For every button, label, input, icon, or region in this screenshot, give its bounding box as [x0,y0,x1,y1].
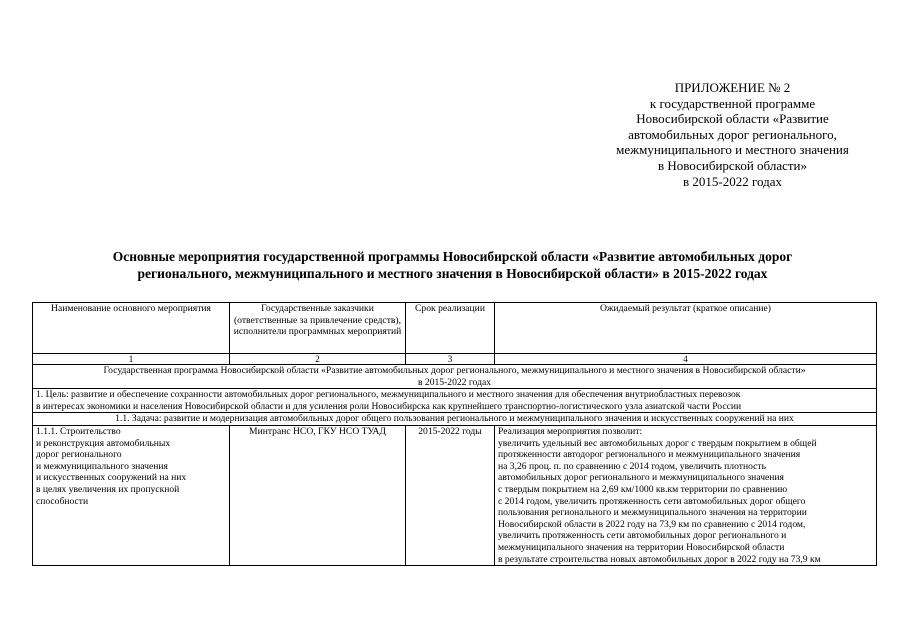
activity-name-line: и межмуниципального значения [36,460,168,472]
activities-table [32,302,877,566]
task-cell [33,413,877,426]
result-line: протяженности автодорог регионального и межмуниципального значения [498,449,801,461]
column-number: 3 [406,354,495,365]
program-cell [33,365,877,389]
result-line: пользования регионального и межмуниципального значения на территории [498,507,807,519]
program-row [33,365,877,389]
header-result: Ожидаемый результат (краткое описание) [495,303,877,354]
activity-name-line: 1.1.1. Строительство [36,425,121,437]
column-number: 2 [230,354,406,365]
table-header-row [33,303,877,354]
activity-period-cell: 2015-2022 годы [406,425,495,565]
result-line: увеличить удельный вес автомобильных дорог с твердым покрытием в общей [498,437,817,449]
result-line: Новосибирской области в 2022 году на 73,9 км по сравнению с 2014 годом, [498,518,806,530]
appendix-header [590,80,875,189]
result-line: автомобильных дорог регионального и межмуниципального значения [498,472,784,484]
header-customers: Государственные заказчики (ответственные за привлечение средств), исполнители программных мероприятий [230,303,406,354]
activity-name-line: способности [36,495,89,507]
appendix-line: в 2015-2022 годах [683,173,782,189]
program-line-2: в 2015-2022 годах [417,376,492,388]
activity-name-line: дорог регионального [36,449,122,461]
title-line-1: Основные мероприятия государственной программы Новосибирской области «Развитие автомобильных дорог [112,249,793,264]
column-number: 4 [495,354,877,365]
goal-line-1: 1. Цель: развитие и обеспечение сохранности автомобильных дорог регионального, межмуниципального и местного значения для обеспечения внутриобластных перевозок [36,389,741,401]
column-numbers-row [33,354,877,365]
column-number: 1 [33,354,230,365]
activity-row [33,425,877,565]
appendix-line: ПРИЛОЖЕНИЕ № 2 [674,80,791,95]
appendix-line: к государственной программе [649,95,816,111]
appendix-line: межмуниципального и местного значения [616,142,849,158]
goal-row [33,389,877,413]
program-line-1: Государственная программа Новосибирской области «Развитие автомобильных дорог регионального, межмуниципального и местного значения в Новосибирской области» [103,365,806,376]
goal-line-2: в интересах экономики и населения Новосибирской области и для усиления роли Новосибирска как крупнейшего транспортно-логистического узла азиатской части России [36,400,742,412]
title-line-2: регионального, межмуниципального и местного значения в Новосибирской области» в 2015-2022 годах [137,266,768,281]
result-line: увеличить протяженность сети автомобильных дорог регионального и [498,530,787,542]
activity-name-line: в целях увеличения их пропускной [36,483,180,495]
result-line: на 3,26 проц. п. по сравнению с 2014 годом, увеличить плотность [498,460,766,472]
result-line: межмуниципального значения на территории Новосибирской области [498,541,785,553]
appendix-line: в Новосибирской области» [657,157,808,173]
header-period: Срок реализации [406,303,495,354]
result-line: Реализация мероприятия позволит: [498,425,643,437]
header-name: Наименование основного мероприятия [33,303,230,354]
result-line: с 2014 годом, увеличить протяженность сети автомобильных дорог общего [498,495,806,507]
activity-customers-cell: Минтранс НСО, ГКУ НСО ТУАД [230,425,406,565]
activity-name-line: и реконструкция автомобильных [36,437,171,449]
appendix-line: Новосибирской области «Развитие [636,111,829,127]
activity-name-line: и искусственных сооружений на них [36,472,187,484]
result-line: с твердым покрытием на 2,69 км/1000 кв.км территории по сравнению [498,483,788,495]
document-title [30,248,875,282]
task-text: 1.1. Задача: развитие и модернизация автомобильных дорог общего пользования регионального и межмуниципального значения и искусственных сооружений на них [115,413,794,425]
task-row [33,413,877,426]
goal-cell [33,389,877,413]
result-line: в результате строительства новых автомобильных дорог в 2022 году на 73,9 км [498,553,821,565]
activity-name-cell [33,425,230,565]
activity-result-cell [495,425,877,565]
appendix-line: автомобильных дорог регионального, [628,126,837,142]
